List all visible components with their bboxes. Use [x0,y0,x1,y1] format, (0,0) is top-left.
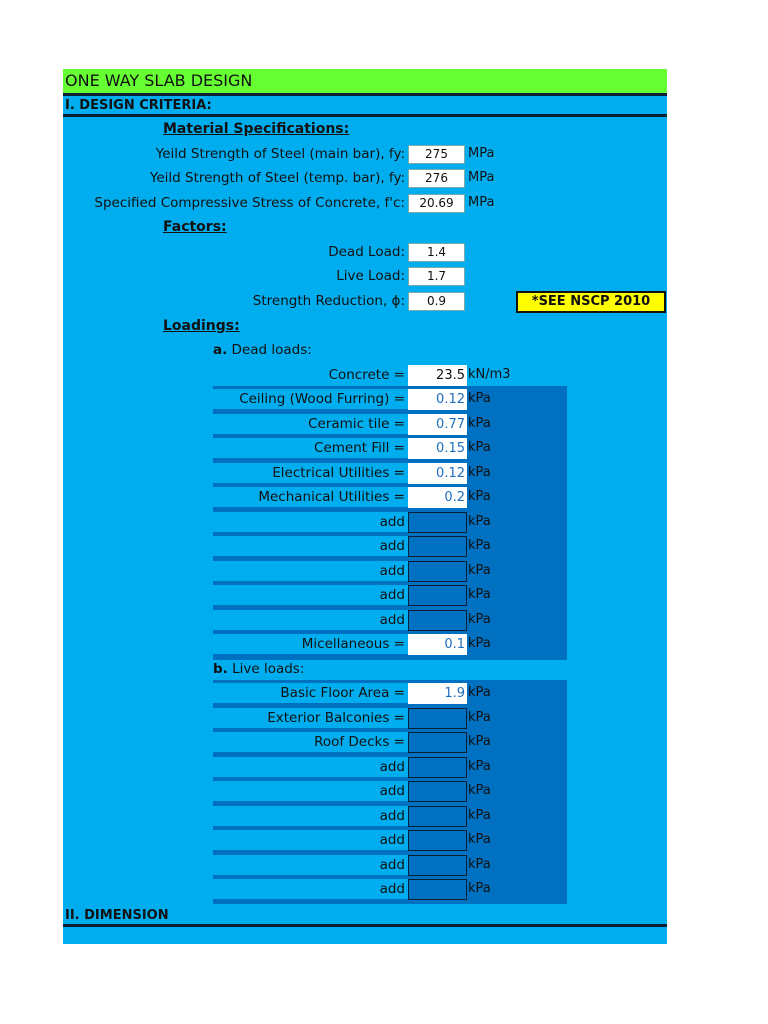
load-row-label: add [379,513,405,530]
load-row-unit: kPa [468,758,491,774]
load-row-input[interactable]: 0.12 [408,389,467,410]
load-row-label: add [379,832,405,848]
dead-load-factor-label: Dead Load: [328,244,405,260]
dead-load-factor-input[interactable]: 1.4 [408,243,465,262]
load-row-label: add [379,881,405,897]
load-row-label: Ceramic tile = [308,415,405,432]
load-row-unit: kPa [468,489,491,504]
fy-temp-unit: MPa [468,170,495,185]
load-row-unit: kPa [468,734,491,749]
fy-temp-input[interactable]: 276 [408,169,465,188]
concrete-unit: kN/m3 [468,367,511,382]
load-row-unit: kPa [468,783,491,798]
load-row-input[interactable] [408,561,467,582]
load-row-input[interactable] [408,855,467,876]
load-row-input[interactable]: 0.77 [408,414,467,435]
load-row-input[interactable] [408,610,467,631]
load-row-input[interactable] [408,781,467,802]
load-row-unit: kPa [468,636,491,651]
load-row-input[interactable]: 1.9 [408,683,467,704]
load-row-input[interactable] [408,879,467,900]
load-row-input[interactable] [408,757,467,778]
loadings-heading: Loadings: [163,318,240,334]
load-row-unit: kPa [468,709,491,725]
fc-input[interactable]: 20.69 [408,194,465,213]
load-row-label: add [379,611,405,628]
load-row-label: add [379,856,405,873]
load-row-unit: kPa [468,611,491,627]
load-row-label: add [379,807,405,824]
live-loads-heading [213,661,304,677]
load-row-input[interactable]: 0.12 [408,463,467,484]
dead-loads-letter: a. [213,342,228,358]
live-load-factor-input[interactable]: 1.7 [408,267,465,286]
load-row-unit: kPa [468,832,491,847]
fy-temp-label: Yeild Strength of Steel (temp. bar), fy: [149,170,405,186]
load-row-unit: kPa [468,562,491,578]
load-row-label: Micellaneous = [301,636,405,652]
load-row-input[interactable] [408,585,467,606]
load-row-unit: kPa [468,856,491,872]
load-row-label: Cement Fill = [314,440,405,456]
load-row-input[interactable] [408,512,467,533]
dead-loads-heading [213,342,312,358]
fy-main-input[interactable]: 275 [408,145,465,164]
strength-reduction-input[interactable]: 0.9 [408,292,465,311]
divider [63,93,667,96]
factors-heading: Factors: [163,219,227,235]
fc-label: Specified Compressive Stress of Concrete, f'c: [94,195,405,211]
load-row-unit: kPa [468,587,491,602]
load-row-label: add [379,562,405,579]
concrete-input[interactable]: 23.5 [408,365,467,386]
load-row-unit: kPa [468,538,491,553]
live-loads-title: Live loads: [232,661,305,677]
load-row-input[interactable]: 0.15 [408,438,467,459]
material-heading: Material Specifications: [163,121,350,137]
load-row-label: add [379,783,405,799]
load-row-input[interactable] [408,830,467,851]
divider [63,114,667,117]
load-row-unit: kPa [468,464,491,480]
load-row-label: add [379,538,405,554]
load-row-unit: kPa [468,440,491,455]
spreadsheet-sheet [63,69,667,944]
load-row-input[interactable]: 0.2 [408,487,467,508]
load-row-unit: kPa [468,513,491,529]
load-row-input[interactable] [408,708,467,729]
load-row-unit: kPa [468,391,491,406]
load-row-unit: kPa [468,685,491,700]
nscp-note-badge: *SEE NSCP 2010 [516,291,666,313]
load-row-input[interactable]: 0.1 [408,634,467,655]
load-row-label: add [379,587,405,603]
load-row-label: Electrical Utilities = [272,464,405,481]
load-row-label: Basic Floor Area = [280,685,405,701]
load-row-label: add [379,758,405,775]
load-row-unit: kPa [468,807,491,823]
load-row-label: Roof Decks = [314,734,405,750]
load-row-input[interactable] [408,806,467,827]
concrete-label: Concrete = [328,367,405,383]
load-row-input[interactable] [408,732,467,753]
load-row-unit: kPa [468,415,491,431]
fy-main-label: Yeild Strength of Steel (main bar), fy: [155,146,405,162]
load-row-label: Exterior Balconies = [267,709,405,726]
load-row-label: Ceiling (Wood Furring) = [239,391,405,407]
load-row-unit: kPa [468,881,491,896]
sheet-title: ONE WAY SLAB DESIGN [63,69,667,93]
section-design-criteria: I. DESIGN CRITERIA: [65,98,212,113]
load-row-label: Mechanical Utilities = [258,489,405,505]
section-dimension: II. DIMENSION [65,908,169,923]
fy-main-unit: MPa [468,146,495,161]
live-load-factor-label: Live Load: [336,268,405,284]
fc-unit: MPa [468,195,495,210]
strength-reduction-label: Strength Reduction, ϕ: [252,293,405,309]
load-row-input[interactable] [408,536,467,557]
live-loads-letter: b. [213,661,228,677]
divider [63,924,667,927]
dead-loads-title: Dead loads: [231,342,312,358]
